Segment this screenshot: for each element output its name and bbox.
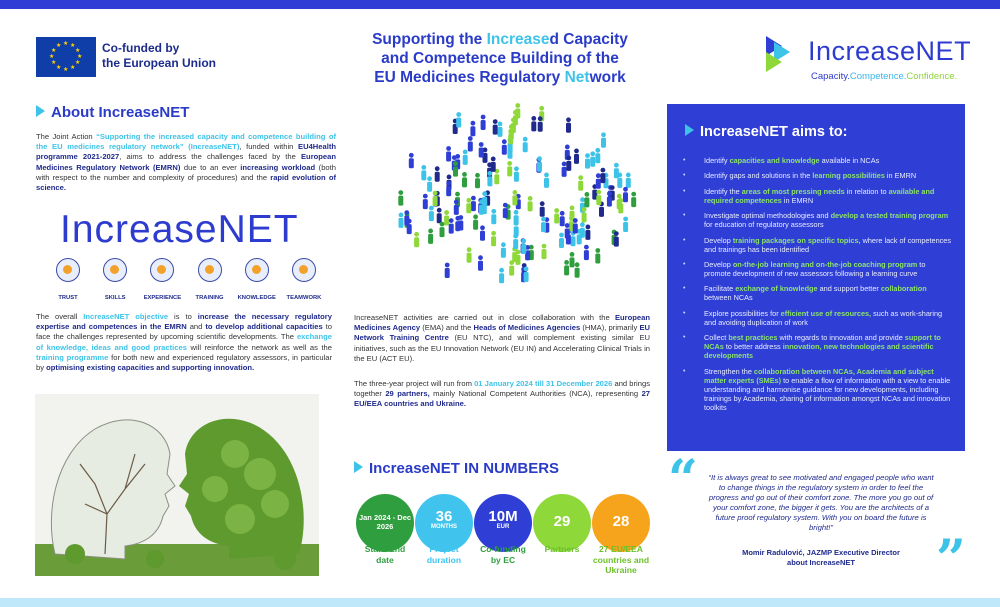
number-value: 10M <box>488 508 518 525</box>
person-figure <box>524 267 529 282</box>
aim-item <box>681 171 953 180</box>
text-run: optimising existing capacities and supporting innovation. <box>46 363 255 373</box>
person-figure <box>623 217 628 232</box>
aim-text-run: innovation, new technologies and scientific developments <box>704 342 934 361</box>
number-value: Jan 2024 - Dec 2026 <box>358 513 412 531</box>
person-figure <box>398 190 403 205</box>
aims-list <box>681 156 953 418</box>
aim-text-run: on-the-job learning and on-the-job coaching program <box>732 259 918 269</box>
aim-text-run: between NCAs <box>704 293 753 303</box>
person-figure <box>446 146 451 161</box>
number-value: 36 <box>435 508 453 525</box>
person-figure <box>455 192 460 207</box>
text-run: EU4Health programme 2021-2027 <box>36 142 336 162</box>
value-label: EXPERIENCE <box>143 295 182 301</box>
aim-text-run: training packages on specific topics, <box>732 235 861 245</box>
aim-text-run: to enable a flow of information with a view to enable understanding and harmonise guidance for new developments, including trainings by Academia, sharing of information amongst NCAs and innovation toolkits <box>704 375 951 412</box>
text-run: (EMA) and the <box>420 323 474 333</box>
text-run: and <box>186 322 206 332</box>
person-figure <box>570 252 575 267</box>
person-figure <box>453 161 458 176</box>
number-label: Start/ End date <box>364 544 406 565</box>
person-figure <box>601 132 606 147</box>
aim-text-run: where lack of competences and trainings has been identified <box>704 235 951 254</box>
aim-text-run: available and required competences <box>704 186 935 205</box>
person-figure <box>404 210 409 225</box>
title-part: d Capacity <box>549 31 628 48</box>
person-figure <box>473 214 478 229</box>
numbers-heading <box>354 460 559 477</box>
person-figure <box>493 119 498 134</box>
aim-text-run: efficient use of resources, <box>780 308 872 318</box>
aim-text-run: support to NCAs <box>704 333 941 352</box>
number-label: Partners <box>544 544 580 554</box>
text-run: The three-year project will run from <box>354 379 475 388</box>
text-run: will reinforce the network as well as the <box>186 342 332 352</box>
about-heading-text: About IncreaseNET <box>51 104 190 121</box>
people-crowd-illustration <box>380 98 650 300</box>
triangle-icon <box>36 105 45 117</box>
person-figure <box>626 173 631 188</box>
increasenet-logo-icon <box>764 34 804 74</box>
text-run: exchange of knowledge, ideas and good practices <box>36 332 332 352</box>
skills-icon <box>103 258 127 282</box>
title-highlight: Increase <box>486 31 550 48</box>
text-run: (HMA), primarily <box>580 323 640 333</box>
person-figure <box>399 213 404 228</box>
aim-text-run: Investigate optimal methodologies and <box>704 211 831 221</box>
page-title <box>330 30 670 87</box>
person-figure <box>554 208 559 223</box>
person-figure <box>573 218 578 233</box>
person-figure <box>445 263 450 278</box>
person-figure <box>521 239 526 254</box>
aim-item <box>681 260 953 278</box>
aim-text-run: collaboration between NCAs, Academia and subject matter experts (SMEs) <box>704 366 934 385</box>
top-bar <box>0 0 1000 9</box>
aim-text-run: available in NCAs <box>819 156 880 165</box>
person-figure <box>565 223 570 238</box>
aim-text-run: develop a tested training program <box>830 211 949 221</box>
about-paragraph-2 <box>36 312 332 373</box>
person-figure <box>455 216 460 231</box>
person-figure <box>528 196 533 211</box>
tree-heads-illustration <box>35 394 319 576</box>
person-figure <box>435 166 440 181</box>
aim-text-run: for education of regulatory assessors <box>704 220 824 230</box>
text-run: 01 January 2024 till 31 December 2026 <box>474 379 613 388</box>
aim-text-run: to promote development of new assessors following a learning curve <box>704 259 926 278</box>
person-figure <box>462 172 467 187</box>
triangle-icon <box>685 124 694 136</box>
aim-text-run: such as work-sharing and avoiding duplication of work <box>704 308 943 327</box>
person-figure <box>491 209 496 224</box>
tagline-capacity: Capacity. <box>811 71 850 82</box>
person-figure <box>595 248 600 263</box>
person-figure <box>590 151 595 166</box>
aim-text-run: to better address <box>723 342 783 352</box>
aim-text-run: Identify <box>704 156 730 165</box>
person-figure <box>468 136 473 151</box>
person-figure <box>574 149 579 164</box>
text-run: The Joint Action <box>36 132 97 141</box>
eu-line-1: Co-funded by <box>102 41 180 55</box>
person-figure <box>507 161 512 176</box>
person-figure <box>446 181 451 196</box>
person-figure <box>479 142 484 157</box>
text-run: mainly National Competent Authorities (NCA), representing <box>429 389 642 399</box>
aim-text-run: best practices <box>728 333 778 343</box>
middle-paragraph-2 <box>354 379 650 410</box>
text-run: Heads of Medicines Agencies <box>473 323 581 333</box>
number-label: Co-funding by EC <box>480 544 526 565</box>
person-figure <box>575 262 580 277</box>
logo-tagline <box>811 71 957 82</box>
text-run: and brings together <box>354 379 650 399</box>
person-figure <box>466 198 471 213</box>
bottom-bar <box>0 598 1000 607</box>
value-label: KNOWLEDGE <box>237 295 276 301</box>
aim-text-run: Identify gaps and solutions in the <box>704 171 813 181</box>
quote-author-line-2: about IncreaseNET <box>787 558 855 567</box>
aim-text-run: with regards to innovation and provide <box>777 333 905 343</box>
person-figure <box>414 232 419 247</box>
tagline-confidence: Confidence. <box>906 71 958 82</box>
text-run: to face the challenges represented by upcoming scientific developments. The <box>36 322 333 342</box>
text-run: IncreaseNET objective <box>83 312 169 321</box>
aim-item <box>681 367 953 412</box>
tagline-competence: Competence. <box>849 71 907 82</box>
person-figure <box>585 225 590 240</box>
aim-text-run: collaboration <box>880 284 927 294</box>
person-figure <box>537 156 542 171</box>
quote-open-icon: “ <box>668 449 698 510</box>
value-label: SKILLS <box>104 295 126 301</box>
aim-text-run: Identify the <box>704 186 742 196</box>
aim-item <box>681 211 953 229</box>
person-figure <box>580 222 585 237</box>
number-label: Project duration <box>426 544 462 565</box>
person-figure <box>478 255 483 270</box>
person-figure <box>491 231 496 246</box>
aim-item <box>681 156 953 165</box>
person-figure <box>523 137 528 152</box>
person-figure <box>491 157 496 172</box>
person-figure <box>607 191 612 206</box>
person-figure <box>429 206 434 221</box>
knowledge-icon <box>245 258 269 282</box>
aim-text-run: Develop <box>704 235 733 245</box>
aims-panel <box>667 104 965 451</box>
text-run: increasing workload <box>240 162 316 172</box>
person-figure <box>600 168 605 183</box>
person-figure <box>501 242 506 257</box>
aim-text-run: Facilitate <box>704 284 736 294</box>
person-figure <box>559 233 564 248</box>
title-line-2: and Competence Building of the <box>381 50 619 67</box>
person-figure <box>421 165 426 180</box>
aim-item <box>681 309 953 327</box>
text-run: 27 EU/EEA countries and Ukraine. <box>354 389 651 409</box>
person-figure <box>541 217 546 232</box>
person-figure <box>480 225 485 240</box>
value-label: TRUST <box>58 295 78 301</box>
triangle-icon <box>354 461 363 473</box>
about-paragraph-1 <box>36 132 336 193</box>
person-figure <box>444 210 449 225</box>
aim-text-run: in EMRN <box>781 195 814 205</box>
person-figure <box>540 201 545 216</box>
person-figure <box>582 207 587 222</box>
person-figure <box>509 124 514 139</box>
big-logo-wordmark: IncreaseNET <box>60 208 299 251</box>
person-figure <box>463 150 468 165</box>
eu-cofunded-text <box>102 41 242 71</box>
text-run: European Medicines Regulatory Network (EMRN) <box>36 152 337 172</box>
aim-text-run: learning possibilities <box>812 171 885 181</box>
text-run: , aims to address the challenges faced by the <box>119 152 301 162</box>
text-run: due to an ever <box>180 162 241 172</box>
person-figure <box>564 260 569 275</box>
text-run: for both new and experienced regulatory assessors, in particular by <box>36 352 332 373</box>
aim-text-run: and support better <box>817 284 881 294</box>
text-run: is to <box>168 312 198 321</box>
person-figure <box>428 229 433 244</box>
teamwork-icon <box>292 258 316 282</box>
person-figure <box>512 190 517 205</box>
value-item <box>190 258 230 304</box>
text-run: training programme <box>36 352 109 362</box>
person-figure <box>584 245 589 260</box>
person-figure <box>433 191 438 206</box>
person-figure <box>578 175 583 190</box>
text-run: The overall <box>36 312 84 321</box>
aim-item <box>681 236 953 254</box>
title-part: EU Medicines Regulatory <box>374 69 565 86</box>
text-run: to develop additional capacities <box>205 322 323 332</box>
person-figure <box>456 112 461 127</box>
text-run: increase the necessary regulatory expertise and competences in the EMRN <box>36 312 332 332</box>
text-run: “Supporting the increased capacity and competence building of the EU medicines regulatory network” (IncreaseNET) <box>36 132 336 152</box>
text-run: IncreaseNET activities are carried out in close collaboration with the <box>354 313 615 322</box>
person-figure <box>427 176 432 191</box>
person-figure <box>409 153 414 168</box>
person-figure <box>566 117 571 132</box>
person-figure <box>509 260 514 275</box>
aim-text-run: in EMRN <box>884 171 917 181</box>
text-run: 29 partners, <box>385 389 430 399</box>
aims-heading-text: IncreaseNET aims to: <box>700 124 848 140</box>
text-run: , funded within <box>239 142 299 152</box>
person-figure <box>531 116 536 131</box>
training-icon <box>198 258 222 282</box>
person-figure <box>560 211 565 226</box>
person-figure <box>562 162 567 177</box>
title-part: work <box>589 69 626 86</box>
person-figure <box>623 187 628 202</box>
number-unit: EUR <box>496 524 510 530</box>
person-figure <box>618 198 623 213</box>
person-figure <box>482 199 487 214</box>
tree-heads-photo <box>35 394 319 576</box>
person-figure <box>542 244 547 259</box>
title-part: Supporting the <box>372 31 487 48</box>
aim-item <box>681 333 953 360</box>
person-figure <box>475 173 480 188</box>
person-figure <box>440 222 445 237</box>
aim-text-run: in relation to <box>844 186 889 196</box>
person-figure <box>481 115 486 130</box>
text-run: European Medicines Agency <box>354 313 650 333</box>
person-figure <box>631 192 636 207</box>
person-figure <box>585 153 590 168</box>
aim-item <box>681 187 953 205</box>
value-item <box>284 258 324 304</box>
value-label: TRAINING <box>195 295 224 301</box>
quote-close-icon: ” <box>936 529 966 590</box>
number-label: 27 EU/EEA countries and Ukraine <box>592 544 650 575</box>
person-figure <box>423 194 428 209</box>
number-value: 28 <box>612 513 630 530</box>
person-figure <box>470 121 475 136</box>
person-figure <box>595 148 600 163</box>
value-label: TEAMWORK <box>286 295 322 301</box>
numbers-row <box>356 494 652 575</box>
person-figure <box>515 103 520 118</box>
aim-text-run: exchange of knowledge <box>735 284 818 294</box>
number-unit: MONTHS <box>431 524 457 530</box>
aim-text-run: Collect <box>704 333 729 343</box>
person-figure <box>617 173 622 188</box>
person-figure <box>454 200 459 215</box>
person-figure <box>467 247 472 262</box>
person-figure <box>544 173 549 188</box>
aims-heading <box>685 124 847 140</box>
values-row <box>48 258 324 304</box>
person-figure <box>499 268 504 283</box>
person-figure <box>487 171 492 186</box>
trust-icon <box>56 258 80 282</box>
aim-item <box>681 284 953 302</box>
person-figure <box>514 166 519 181</box>
eu-line-2: the European Union <box>102 56 216 70</box>
text-run: rapid evolution of science. <box>36 172 337 193</box>
value-item <box>95 258 135 304</box>
person-figure <box>596 190 601 205</box>
aim-text-run: Strengthen the <box>704 366 754 376</box>
eu-flag-icon: ★ ★ ★ ★ ★ ★ ★ ★ ★ ★ ★ ★ <box>36 37 96 77</box>
logo-wordmark: IncreaseNET <box>808 36 972 66</box>
person-figure <box>596 173 601 188</box>
quote-author <box>705 548 937 568</box>
numbers-heading-text: IncreaseNET IN NUMBERS <box>369 460 560 477</box>
person-figure <box>437 208 442 223</box>
person-figure <box>614 231 619 246</box>
text-run: (EU NTC), and will complement existing similar EU initiatives, such as the EU Innovation Network (EU IN) and Accelerating Clinical Trials in the EU (ACT EU). <box>354 333 650 363</box>
person-figure <box>449 218 454 233</box>
aim-text-run: areas of most pressing needs <box>741 186 845 196</box>
person-figure <box>570 206 575 221</box>
person-figure <box>498 122 503 137</box>
about-heading <box>36 104 189 121</box>
value-item <box>142 258 182 304</box>
quote-author-line-1: Momir Radulović, JAZMP Executive Director <box>742 548 900 557</box>
value-item <box>237 258 277 304</box>
experience-icon <box>150 258 174 282</box>
aim-text-run: Develop <box>704 259 733 269</box>
number-value: 29 <box>553 513 571 530</box>
person-figure <box>538 116 543 131</box>
person-figure <box>471 196 476 211</box>
person-figure <box>566 156 571 171</box>
text-run: EU Network Training Centre <box>354 323 650 343</box>
person-figure <box>503 203 508 218</box>
text-run: (both with respect to the number and complexity of procedures) and the <box>36 162 336 182</box>
person-figure <box>584 192 589 207</box>
aim-text-run: Explore possibilities for <box>704 308 781 318</box>
middle-paragraph-1 <box>354 313 650 364</box>
value-item <box>48 258 88 304</box>
aim-text-run: capacities and knowledge <box>729 156 820 165</box>
title-highlight: Net <box>564 69 590 86</box>
person-figure <box>502 139 507 154</box>
person-figure <box>513 234 518 249</box>
quote-text: “It is always great to see motivated and engaged people who want to change things in the regulatory system in order to feel the progress and go out of their comfort zone. The more you go out of your comfort zone, the bigger it gets. You are the architects of a future proof regulatory system. With you on board the future is bright!” <box>708 473 934 532</box>
